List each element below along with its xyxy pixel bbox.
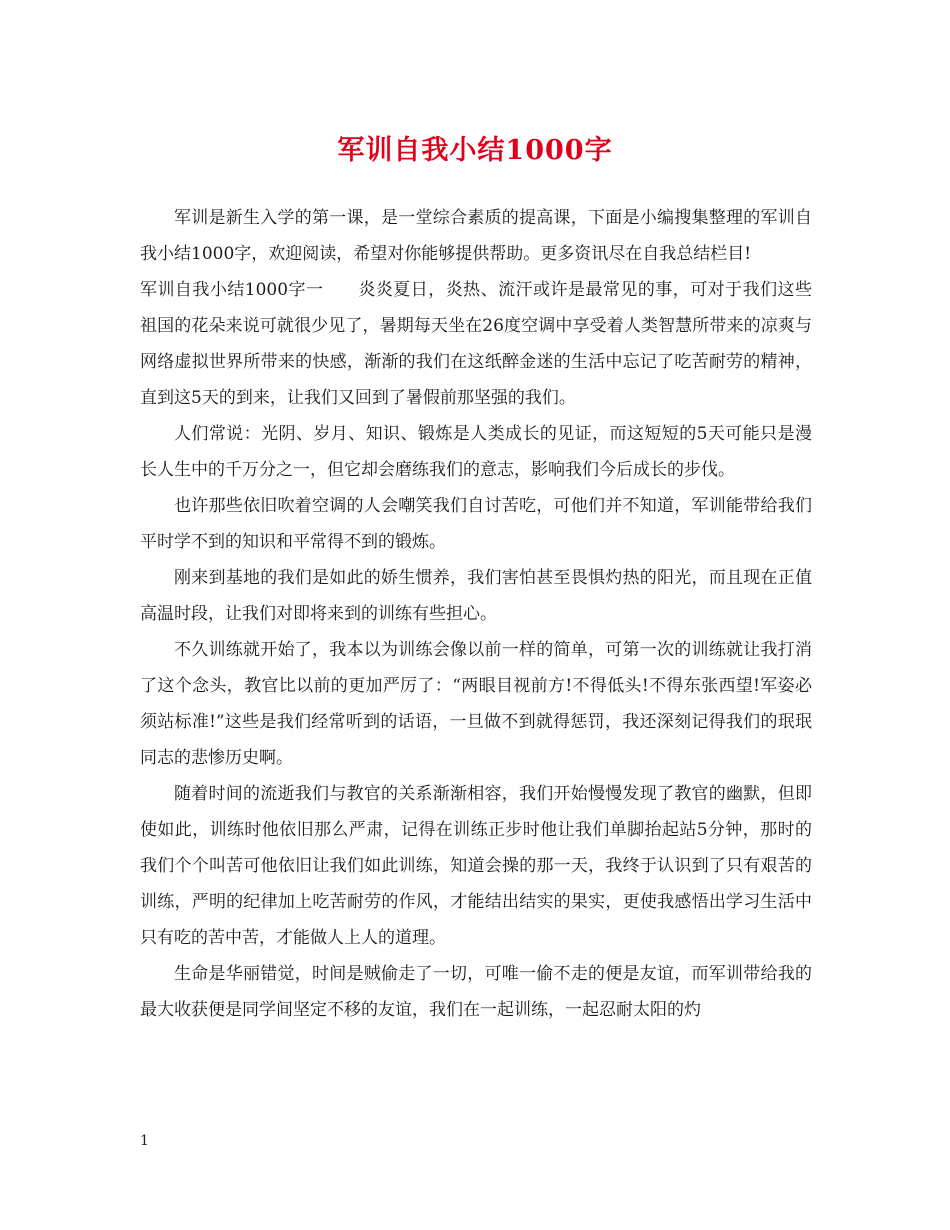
page-number: 1 [140, 1133, 149, 1149]
paragraph: 人们常说：光阴、岁月、知识、锻炼是人类成长的见证，而这短短的5天可能只是漫长人生中的千万分之一，但它却会磨练我们的意志，影响我们今后成长的步伐。 [140, 424, 812, 480]
paragraph-intro: 军训是新生入学的第一课，是一堂综合素质的提高课，下面是小编搜集整理的军训自我小结1000字，欢迎阅读，希望对你能够提供帮助。更多资讯尽在自我总结栏目! [140, 208, 812, 264]
paragraph: 生命是华丽错觉，时间是贼偷走了一切，可唯一偷不走的便是友谊，而军训带给我的最大收获便是同学间坚定不移的友谊，我们在一起训练，一起忍耐太阳的灼 [140, 964, 812, 1020]
paragraph: 也许那些依旧吹着空调的人会嘲笑我们自讨苦吃，可他们并不知道，军训能带给我们平时学不到的知识和平常得不到的锻炼。 [140, 496, 812, 552]
paragraph: 随着时间的流逝我们与教官的关系渐渐相容，我们开始慢慢发现了教官的幽默，但即使如此，训练时他依旧那么严肃，记得在训练正步时他让我们单脚抬起站5分钟，那时的我们个个叫苦可他依旧让我们如此训练，知道会操的那一天，我终于认识到了只有艰苦的训练，严明的纪律加上吃苦耐劳的作风，才能结出结实的果实，更使我感悟出学习生活中只有吃的苦中苦，才能做人上人的道理。 [140, 784, 812, 948]
page-title: 军训自我小结1000字 [337, 135, 613, 166]
paragraph: 刚来到基地的我们是如此的娇生惯养，我们害怕甚至畏惧灼热的阳光，而且现在正值高温时段，让我们对即将来到的训练有些担心。 [140, 568, 812, 624]
document-body [140, 200, 812, 1028]
paragraph-section-one: 军训自我小结1000字一 炎炎夏日，炎热、流汗或许是最常见的事，可对于我们这些祖国的花朵来说可就很少见了，暑期每天坐在26度空调中享受着人类智慧所带来的凉爽与网络虚拟世界所带来的快感，渐渐的我们在这纸醉金迷的生活中忘记了吃苦耐劳的精神，直到这5天的到来，让我们又回到了暑假前那坚强的我们。 [140, 280, 812, 408]
paragraph: 不久训练就开始了，我本以为训练会像以前一样的简单，可第一次的训练就让我打消了这个念头，教官比以前的更加严厉了：“两眼目视前方!不得低头!不得东张西望!军姿必须站标准!”这些是我们经常听到的话语，一旦做不到就得惩罚，我还深刻记得我们的珉珉同志的悲惨历史啊。 [140, 640, 812, 768]
